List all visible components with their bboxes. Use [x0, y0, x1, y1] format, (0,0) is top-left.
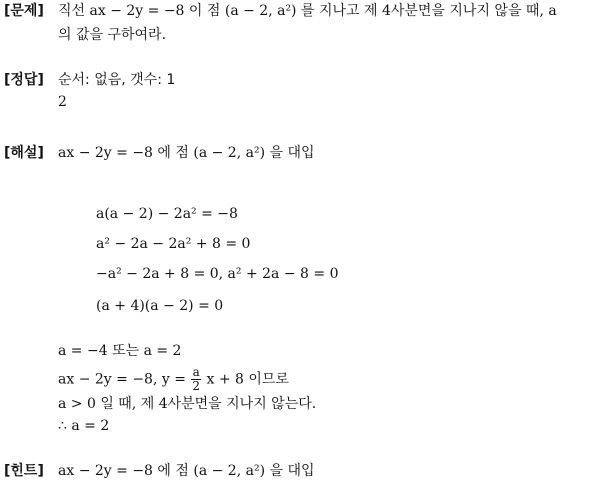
- answer-meta: 순서: 없음, 갯수: 1: [58, 72, 176, 88]
- answer-label: [정답]: [4, 72, 44, 88]
- solution-intro: ax − 2y = −8 에 점 (a − 2, a²) 을 대입: [58, 145, 315, 161]
- solution-conclusion-2: [58, 366, 289, 393]
- problem-text-line2: 의 값을 구하여라.: [58, 27, 167, 43]
- answer-value: 2: [58, 94, 67, 110]
- fraction: [191, 366, 201, 393]
- solution-conclusion-1: a = −4 또는 a = 2: [58, 343, 182, 359]
- conclusion-2-part-a: ax − 2y = −8, y =: [58, 371, 186, 388]
- conclusion-2-part-b: x + 8 이므로: [206, 371, 289, 388]
- equation-line: a(a − 2) − 2a² = −8: [96, 206, 238, 222]
- equation-line: a² − 2a − 2a² + 8 = 0: [96, 236, 251, 252]
- solution-conclusion-4: ∴ a = 2: [58, 418, 110, 434]
- equation-line: −a² − 2a + 8 = 0, a² + 2a − 8 = 0: [96, 266, 339, 282]
- hint-text: ax − 2y = −8 에 점 (a − 2, a²) 을 대입: [58, 463, 315, 479]
- solution-conclusion-3: a > 0 일 때, 제 4사분면을 지나지 않는다.: [58, 396, 317, 412]
- equation-line: (a + 4)(a − 2) = 0: [96, 298, 224, 314]
- fraction-denominator: 2: [192, 379, 201, 393]
- problem-text-line1: 직선 ax − 2y = −8 이 점 (a − 2, a²) 를 지나고 제 4사분면을 지나지 않을 때, a: [58, 3, 557, 19]
- solution-label: [해설]: [4, 145, 44, 161]
- problem-label: [문제]: [4, 3, 44, 19]
- hint-label: [힌트]: [4, 463, 44, 479]
- fraction-numerator: a: [192, 365, 200, 379]
